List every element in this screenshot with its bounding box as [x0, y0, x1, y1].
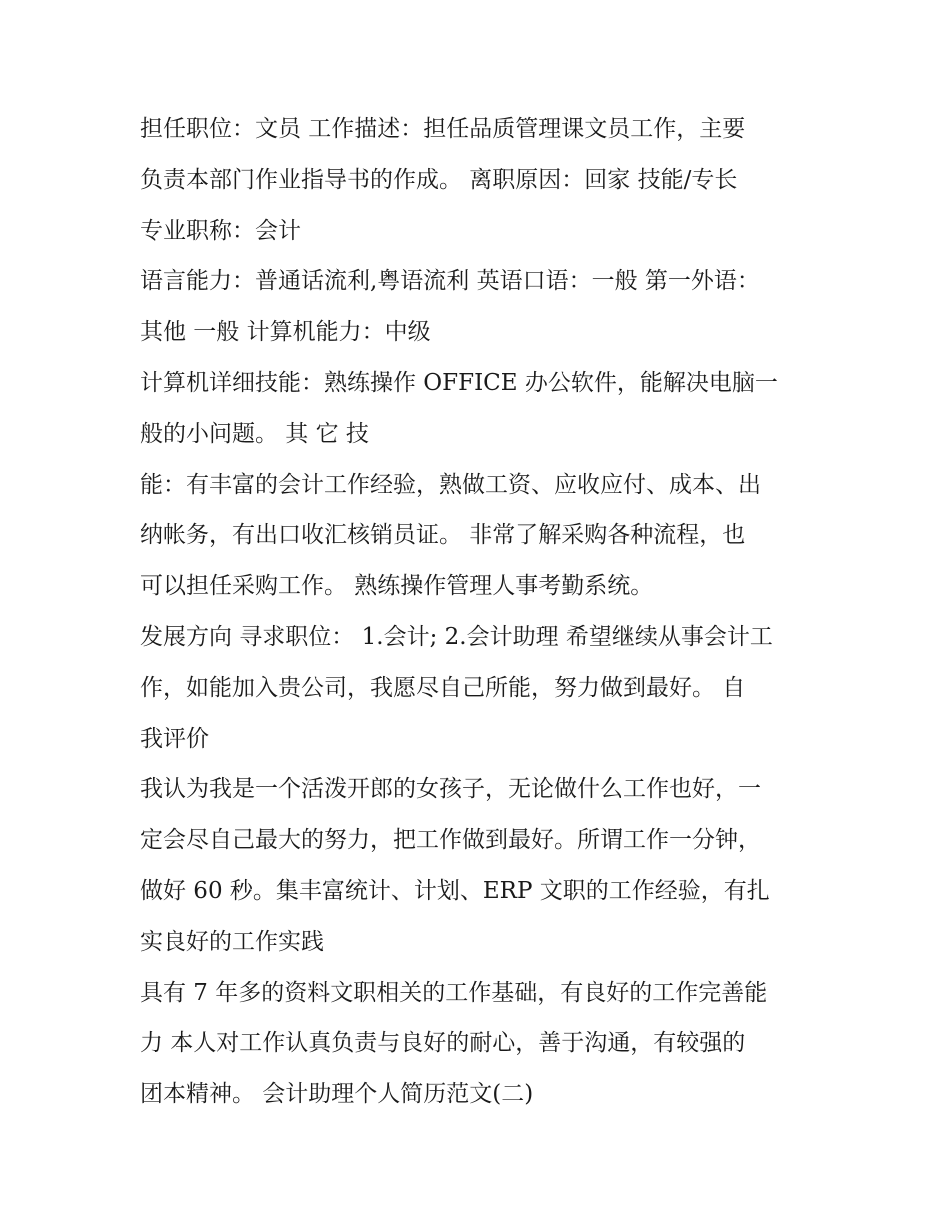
text-line: 语言能力：普通话流利,粤语流利 英语口语：一般 第一外语： — [140, 268, 760, 295]
text-line: 做好 60 秒。集丰富统计、计划、ERP 文职的工作经验，有扎 — [140, 877, 770, 904]
text-line: 实良好的工作实践 — [140, 928, 324, 955]
text-line: 负责本部门作业指导书的作成。 离职原因：回家 技能/专长 — [140, 166, 738, 193]
text-line: 可以担任采购工作。 熟练操作管理人事考勤系统。 — [140, 573, 654, 600]
text-line: 作，如能加入贵公司，我愿尽自己所能，努力做到最好。 自 — [140, 674, 746, 701]
text-line: 能：有丰富的会计工作经验，熟做工资、应收应付、成本、出 — [140, 471, 761, 498]
text-line: 我评价 — [140, 725, 209, 752]
text-line: 力 本人对工作认真负责与良好的耐心，善于沟通，有较强的 — [140, 1030, 746, 1057]
document-body — [140, 104, 820, 1120]
text-line: 发展方向 寻求职位： 1.会计; 2.会计助理 希望继续从事会计工 — [140, 623, 773, 650]
text-line: 其他 一般 计算机能力：中级 — [140, 319, 431, 346]
text-line: 专业职称：会计 — [140, 217, 301, 244]
text-line: 定会尽自己最大的努力，把工作做到最好。所谓工作一分钟， — [140, 827, 761, 854]
text-line: 具有 7 年多的资料文职相关的工作基础，有良好的工作完善能 — [140, 979, 768, 1006]
text-line: 我认为我是一个活泼开郎的女孩子，无论做什么工作也好，一 — [140, 776, 761, 803]
text-line: 担任职位：文员 工作描述：担任品质管理课文员工作，主要 — [140, 116, 746, 142]
text-line: 纳帐务，有出口收汇核销员证。 非常了解采购各种流程，也 — [140, 522, 746, 549]
text-line: 计算机详细技能：熟练操作 OFFICE 办公软件，能解决电脑一 — [140, 369, 778, 396]
text-line: 般的小问题。 其 它 技 — [140, 420, 369, 447]
text-line: 团本精神。 会计助理个人简历范文(二) — [140, 1081, 534, 1108]
